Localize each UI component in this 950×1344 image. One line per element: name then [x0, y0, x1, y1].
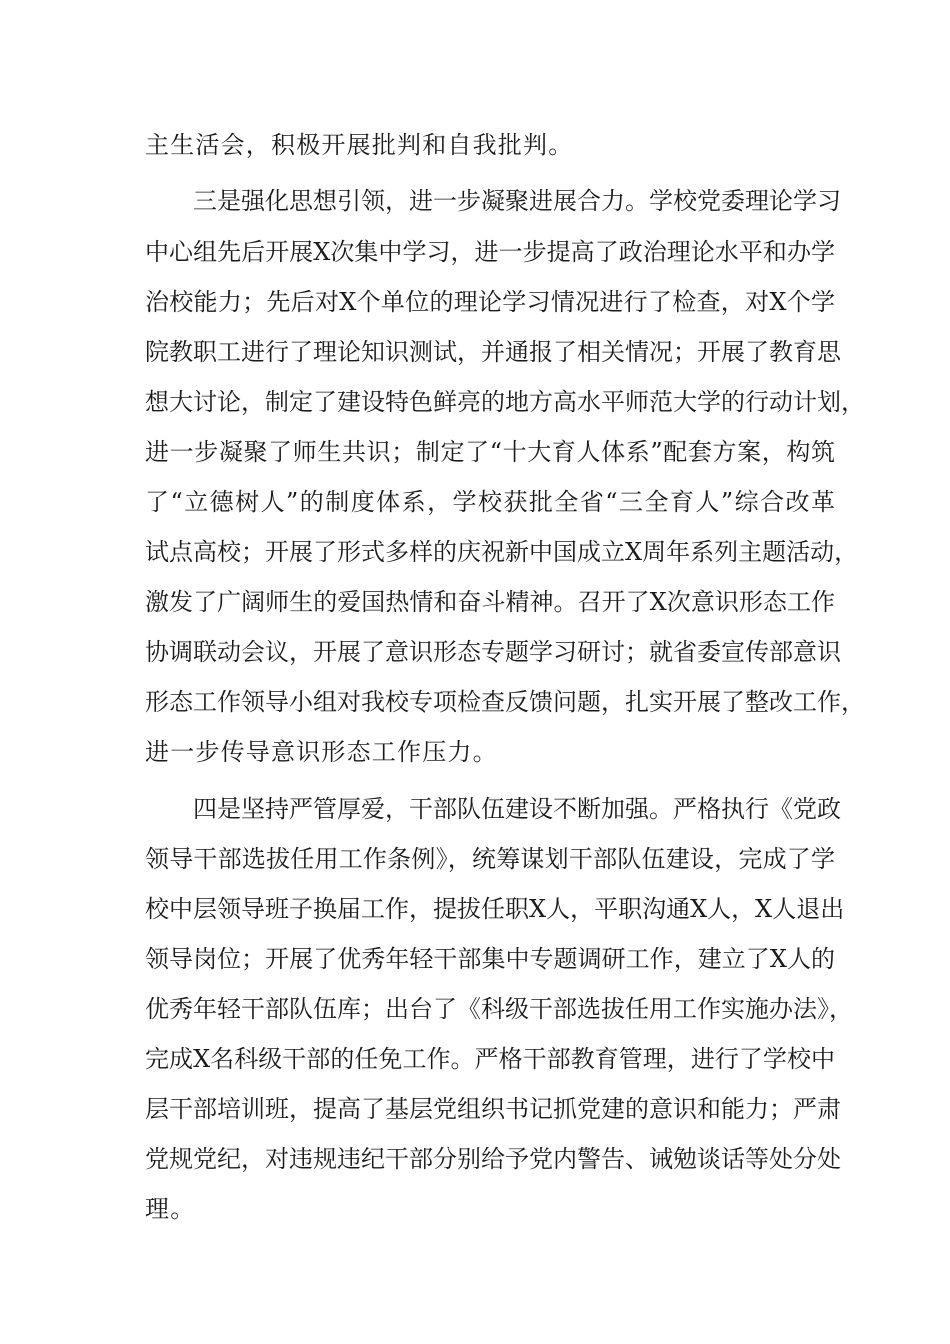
text-line: 协调联动会议，开展了意识形态专题学习研讨；就省委宣传部意识 — [145, 638, 841, 666]
paragraph-4-first-line: 四是坚持严管厚爱，干部队伍建设不断加强。严格执行《党政 — [193, 795, 841, 823]
text-line: 中心组先后开展X次集中学习，进一步提高了政治理论水平和办学 — [145, 238, 835, 266]
text-line: 理。 — [145, 1195, 196, 1223]
text-line: 激发了广阔师生的爱国热情和奋斗精神。召开了X次意识形态工作 — [145, 588, 835, 616]
text-line: 院教职工进行了理论知识测试，并通报了相关情况；开展了教育思 — [145, 338, 841, 366]
text-line: 完成X名科级干部的任免工作。严格干部教育管理，进行了学校中 — [145, 1045, 835, 1073]
text-line: 治校能力；先后对X个单位的理论学习情况进行了检查，对X个学 — [145, 288, 835, 316]
text-line: 优秀年轻干部队伍库；出台了《科级干部选拔任用工作实施办法》， — [145, 995, 853, 1023]
text-line: 试点高校；开展了形式多样的庆祝新中国成立X周年系列主题活动， — [145, 538, 859, 566]
text-line: 进一步传导意识形态工作压力。 — [145, 738, 498, 766]
text-line: 想大讨论，制定了建设特色鲜亮的地方高水平师范大学的行动计划， — [145, 388, 865, 416]
text-line: 形态工作领导小组对我校专项检查反馈问题，扎实开展了整改工作， — [145, 688, 865, 716]
paragraph-3-first-line: 三是强化思想引领，进一步凝聚进展合力。学校党委理论学习 — [193, 187, 841, 215]
text-line: 进一步凝聚了师生共识；制定了“十大育人体系”配套方案，构筑 — [145, 438, 835, 466]
text-line: 了“立德树人”的制度体系，学校获批全省“三全育人”综合改革 — [145, 488, 835, 516]
text-line: 校中层领导班子换届工作，提拔任职X人，平职沟通X人，X人退出 — [145, 895, 845, 923]
text-line: 党规党纪，对违规违纪干部分别给予党内警告、诫勉谈话等处分处 — [145, 1145, 841, 1173]
text-line: 主生活会，积极开展批判和自我批判。 — [145, 131, 574, 159]
text-line: 领导岗位；开展了优秀年轻干部集中专题调研工作，建立了X人的 — [145, 945, 835, 973]
text-line: 层干部培训班，提高了基层党组织书记抓党建的意识和能力；严肃 — [145, 1095, 841, 1123]
text-line: 领导干部选拔任用工作条例》，统筹谋划干部队伍建设，完成了学 — [145, 845, 835, 873]
